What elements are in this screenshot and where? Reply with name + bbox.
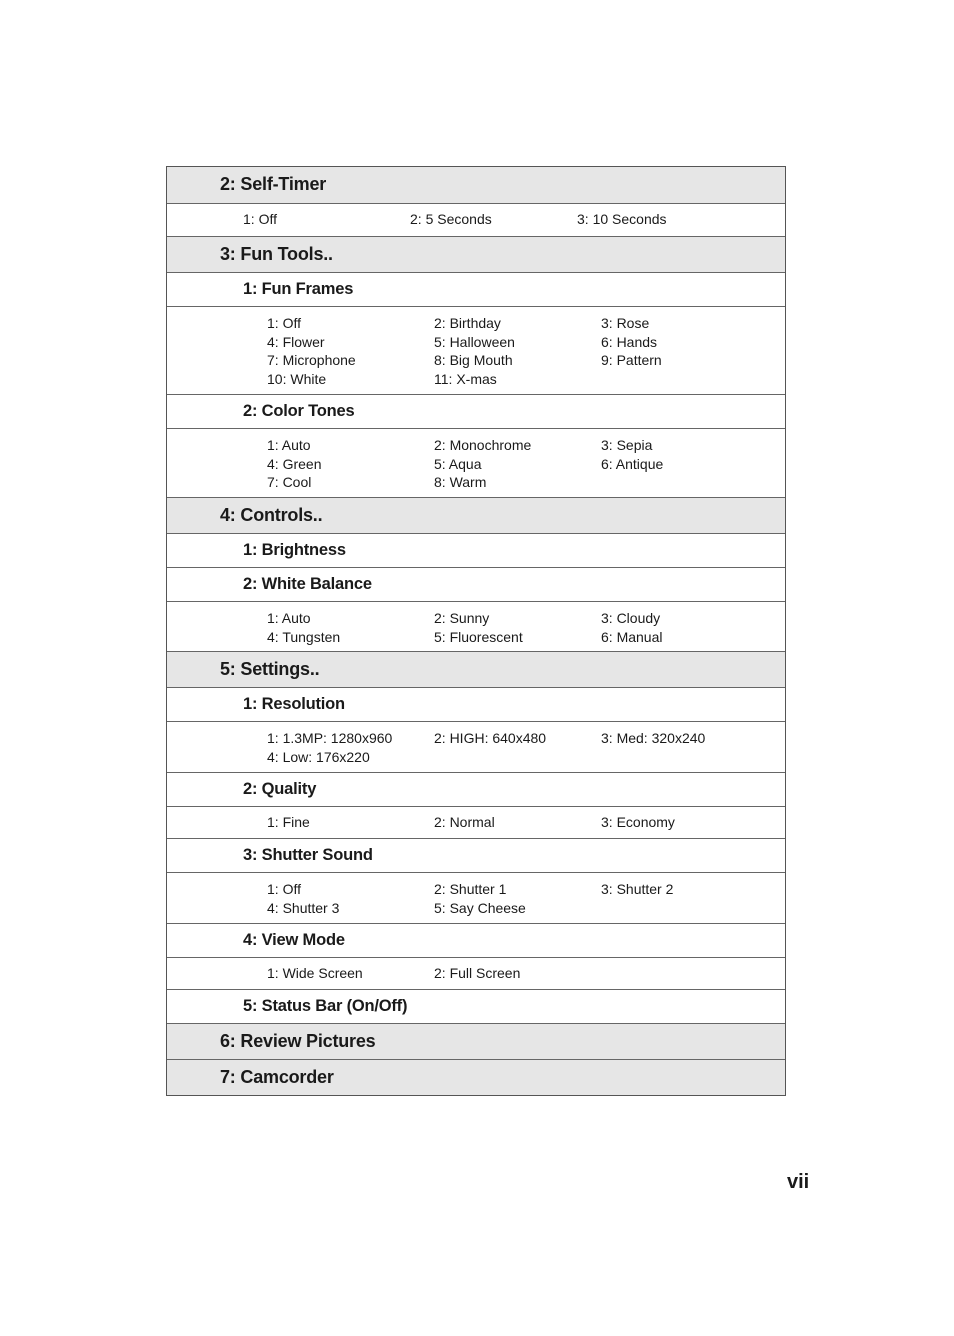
menu-option: 2: Normal — [434, 814, 495, 830]
menu-option: 7: Microphone — [267, 352, 356, 368]
menu-heading-row — [167, 1023, 785, 1059]
menu-option: 8: Warm — [434, 474, 487, 490]
submenu-heading: 1: Fun Frames — [243, 280, 354, 298]
menu-option: 2: Birthday — [434, 315, 501, 331]
options-row — [167, 721, 785, 772]
submenu-heading: 2: Quality — [243, 780, 317, 798]
menu-option: 4: Tungsten — [267, 628, 341, 645]
submenu-heading: 1: Resolution — [243, 695, 345, 713]
menu-option: 1: Auto — [267, 437, 311, 453]
menu-option: 2: Full Screen — [434, 965, 521, 981]
menu-option: 5: Aqua — [434, 455, 482, 472]
options-grid — [267, 609, 785, 646]
page-number: vii — [787, 1171, 810, 1193]
menu-option: 3: Economy — [601, 814, 675, 830]
submenu-heading: 2: Color Tones — [243, 402, 355, 420]
options-grid — [267, 964, 785, 983]
menu-option: 7: Cool — [267, 474, 312, 490]
menu-option: 6: Antique — [601, 455, 664, 472]
options-grid — [267, 813, 785, 832]
options-row — [167, 203, 785, 236]
menu-option: 2: HIGH: 640x480 — [434, 730, 547, 746]
submenu-heading-row — [167, 567, 785, 601]
menu-option: 5: Halloween — [434, 333, 515, 350]
menu-option: 3: 10 Seconds — [577, 211, 667, 227]
submenu-heading-row — [167, 394, 785, 428]
menu-option: 11: X-mas — [434, 370, 497, 387]
menu-heading: 3: Fun Tools.. — [220, 244, 333, 264]
options-grid — [243, 210, 785, 229]
submenu-heading: 4: View Mode — [243, 931, 345, 949]
menu-option: 4: Green — [267, 455, 322, 472]
menu-option: 3: Med: 320x240 — [601, 730, 706, 746]
menu-option: 8: Big Mouth — [434, 352, 513, 368]
options-grid — [267, 729, 785, 766]
submenu-heading: 1: Brightness — [243, 541, 346, 559]
menu-option: 2: Monochrome — [434, 437, 532, 453]
options-grid — [267, 314, 785, 388]
menu-option: 2: Sunny — [434, 610, 490, 626]
options-row — [167, 806, 785, 838]
menu-option: 5: Say Cheese — [434, 899, 526, 916]
submenu-heading-row — [167, 772, 785, 806]
menu-option: 6: Hands — [601, 333, 658, 350]
menu-option: 10: White — [267, 370, 327, 387]
menu-option: 3: Sepia — [601, 437, 653, 453]
menu-heading: 7: Camcorder — [220, 1067, 334, 1087]
menu-option: 6: Manual — [601, 628, 663, 645]
menu-heading-row — [167, 236, 785, 272]
options-row — [167, 428, 785, 497]
submenu-heading: 2: White Balance — [243, 575, 372, 593]
menu-option: 1: Off — [267, 881, 301, 897]
submenu-heading-row — [167, 533, 785, 567]
options-row — [167, 872, 785, 923]
menu-option: 3: Rose — [601, 315, 650, 331]
camera-menu-table — [166, 166, 786, 1096]
menu-option: 5: Fluorescent — [434, 628, 523, 645]
menu-heading-row — [167, 1059, 785, 1095]
options-row — [167, 957, 785, 989]
menu-option: 1: 1.3MP: 1280x960 — [267, 730, 393, 746]
menu-heading-row — [167, 651, 785, 687]
menu-option: 4: Low: 176x220 — [267, 748, 370, 765]
menu-option: 3: Cloudy — [601, 610, 661, 626]
menu-option: 1: Wide Screen — [267, 965, 363, 981]
menu-option: 2: Shutter 1 — [434, 881, 507, 897]
options-grid — [267, 436, 785, 492]
submenu-heading: 5: Status Bar (On/Off) — [243, 997, 408, 1015]
menu-heading-row — [167, 497, 785, 533]
submenu-heading-row — [167, 838, 785, 872]
submenu-heading-row — [167, 272, 785, 306]
submenu-heading-row — [167, 923, 785, 957]
menu-option: 1: Fine — [267, 814, 310, 830]
menu-option: 4: Shutter 3 — [267, 899, 340, 916]
menu-option: 4: Flower — [267, 333, 325, 350]
options-row — [167, 306, 785, 394]
submenu-heading: 3: Shutter Sound — [243, 846, 373, 864]
menu-option: 9: Pattern — [601, 352, 662, 368]
submenu-heading-row — [167, 687, 785, 721]
menu-option: 1: Off — [243, 211, 277, 227]
menu-option: 2: 5 Seconds — [410, 211, 492, 227]
options-row — [167, 601, 785, 651]
menu-heading: 2: Self-Timer — [220, 174, 327, 194]
menu-heading: 5: Settings.. — [220, 659, 320, 679]
menu-option: 1: Auto — [267, 610, 311, 626]
options-grid — [267, 880, 785, 917]
menu-option: 1: Off — [267, 315, 301, 331]
menu-heading: 6: Review Pictures — [220, 1031, 376, 1051]
menu-option: 3: Shutter 2 — [601, 881, 674, 897]
submenu-heading-row — [167, 989, 785, 1023]
menu-heading-row — [167, 167, 785, 203]
menu-heading: 4: Controls.. — [220, 505, 323, 525]
